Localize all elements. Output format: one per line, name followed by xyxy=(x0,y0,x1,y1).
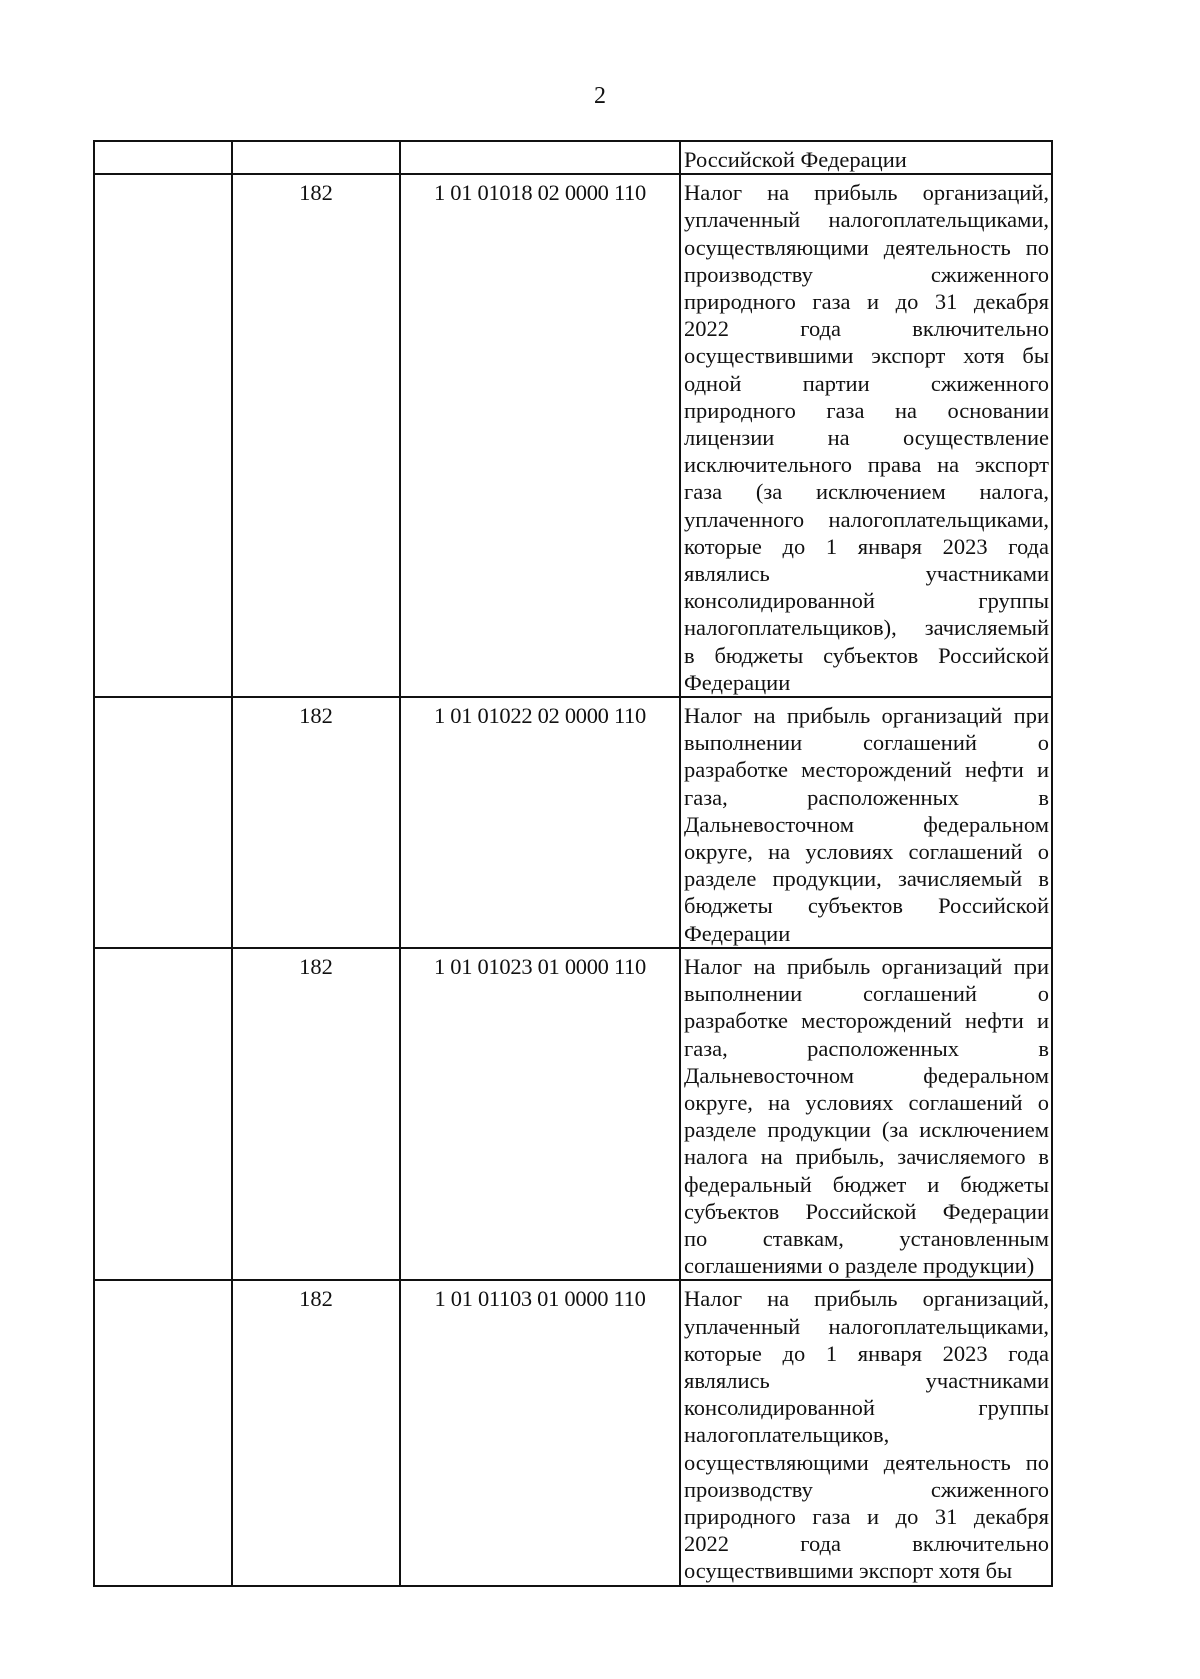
income-name-line: газа, расположенных в xyxy=(684,784,1049,810)
income-name-line: осуществляющими деятельность по xyxy=(684,1449,1049,1475)
income-name-line: уплаченный налогоплательщиками, xyxy=(684,207,1049,233)
income-name-line: осуществившими экспорт хотя бы xyxy=(684,343,1049,369)
income-name-line: субъектов Российской Федерации xyxy=(684,1198,1049,1224)
income-name-line: Налог на прибыль организаций при xyxy=(684,703,1049,729)
income-name-line: осуществившими экспорт хотя бы xyxy=(684,1558,1013,1584)
budget-codes-table xyxy=(93,140,1053,1587)
income-name-line: газа (за исключением налога, xyxy=(684,479,1049,505)
kbk-cell: 1 01 01018 02 0000 110 xyxy=(400,174,680,697)
income-name-line: по ставкам, установленным xyxy=(684,1225,1049,1251)
income-name-line: уплаченного налогоплательщиками, xyxy=(684,506,1049,532)
continuation-row xyxy=(94,141,1052,174)
income-name-line: которые до 1 января 2023 года xyxy=(684,533,1049,559)
income-name-line: являлись участниками xyxy=(684,561,1049,587)
income-name-line: налогоплательщиков), зачисляемый xyxy=(684,615,1049,641)
empty-cell xyxy=(94,948,232,1280)
admin-code-cell: 182 xyxy=(232,1280,400,1585)
income-name-cell xyxy=(680,1280,1052,1585)
income-name-line: которые до 1 января 2023 года xyxy=(684,1340,1049,1366)
income-name-line: производству сжиженного xyxy=(684,261,1049,287)
income-name-line: Дальневосточном федеральном xyxy=(684,811,1049,837)
income-name-line: в бюджеты субъектов Российской xyxy=(684,642,1049,668)
empty-cell xyxy=(94,697,232,948)
income-name-line: округе, на условиях соглашений о xyxy=(684,839,1049,865)
page-number: 2 xyxy=(594,83,606,109)
income-name-line: выполнении соглашений о xyxy=(684,730,1049,756)
kbk-cell: 1 01 01103 01 0000 110 xyxy=(400,1280,680,1585)
table-row xyxy=(94,1280,1052,1585)
empty-cell xyxy=(94,141,232,174)
income-name-line: лицензии на осуществление xyxy=(684,425,1049,451)
table-row xyxy=(94,948,1052,1280)
income-name-line: Дальневосточном федеральном xyxy=(684,1062,1049,1088)
income-name-line: 2022 года включительно xyxy=(684,316,1049,342)
income-name-line: 2022 года включительно xyxy=(684,1531,1049,1557)
empty-cell xyxy=(94,174,232,697)
income-name-line: консолидированной группы xyxy=(684,588,1049,614)
income-name-line: консолидированной группы xyxy=(684,1395,1049,1421)
income-name-line: природного газа и до 31 декабря xyxy=(684,289,1049,315)
income-name-line: исключительного права на экспорт xyxy=(684,452,1049,478)
table-row xyxy=(94,174,1052,697)
income-name-line: разработке месторождений нефти и xyxy=(684,757,1049,783)
income-name-line: разделе продукции (за исключением xyxy=(684,1117,1049,1143)
income-name-line: выполнении соглашений о xyxy=(684,981,1049,1007)
table-body xyxy=(94,141,1052,1586)
kbk-cell: 1 01 01023 01 0000 110 xyxy=(400,948,680,1280)
income-name-line: разделе продукции, зачисляемый в xyxy=(684,866,1049,892)
income-name-line: Российской Федерации xyxy=(684,147,907,172)
income-name-line: производству сжиженного xyxy=(684,1476,1049,1502)
income-name-line: газа, расположенных в xyxy=(684,1035,1049,1061)
income-name-line: округе, на условиях соглашений о xyxy=(684,1089,1049,1115)
income-name-line: Налог на прибыль организаций, xyxy=(684,180,1049,206)
kbk-cell: 1 01 01022 02 0000 110 xyxy=(400,697,680,948)
admin-code-cell: 182 xyxy=(232,697,400,948)
income-name-line: налога на прибыль, зачисляемого в xyxy=(684,1144,1049,1170)
income-name-line: разработке месторождений нефти и xyxy=(684,1008,1049,1034)
table-row xyxy=(94,697,1052,948)
income-name-line: налогоплательщиков, xyxy=(684,1422,890,1448)
income-name-line: Налог на прибыль организаций, xyxy=(684,1286,1049,1312)
income-name-line: Налог на прибыль организаций при xyxy=(684,953,1049,979)
income-name-cell xyxy=(680,174,1052,697)
income-name-line: осуществляющими деятельность по xyxy=(684,234,1049,260)
income-name-cell xyxy=(680,697,1052,948)
kbk-cell xyxy=(400,141,680,174)
income-name-line: природного газа и до 31 декабря xyxy=(684,1503,1049,1529)
income-name-line: Федерации xyxy=(684,920,791,946)
admin-code-cell: 182 xyxy=(232,948,400,1280)
income-name-line: Федерации xyxy=(684,669,791,695)
empty-cell xyxy=(94,1280,232,1585)
admin-code-cell: 182 xyxy=(232,174,400,697)
income-name-line: федеральный бюджет и бюджеты xyxy=(684,1171,1049,1197)
income-name-line: бюджеты субъектов Российской xyxy=(684,893,1049,919)
income-name-cell xyxy=(680,948,1052,1280)
admin-code-cell xyxy=(232,141,400,174)
income-name-line: одной партии сжиженного xyxy=(684,370,1049,396)
income-name-line: уплаченный налогоплательщиками, xyxy=(684,1313,1049,1339)
income-name-line: соглашениями о разделе продукции) xyxy=(684,1253,1035,1279)
income-name-line: природного газа на основании xyxy=(684,397,1049,423)
income-name-cell xyxy=(680,141,1052,174)
income-name-line: являлись участниками xyxy=(684,1367,1049,1393)
